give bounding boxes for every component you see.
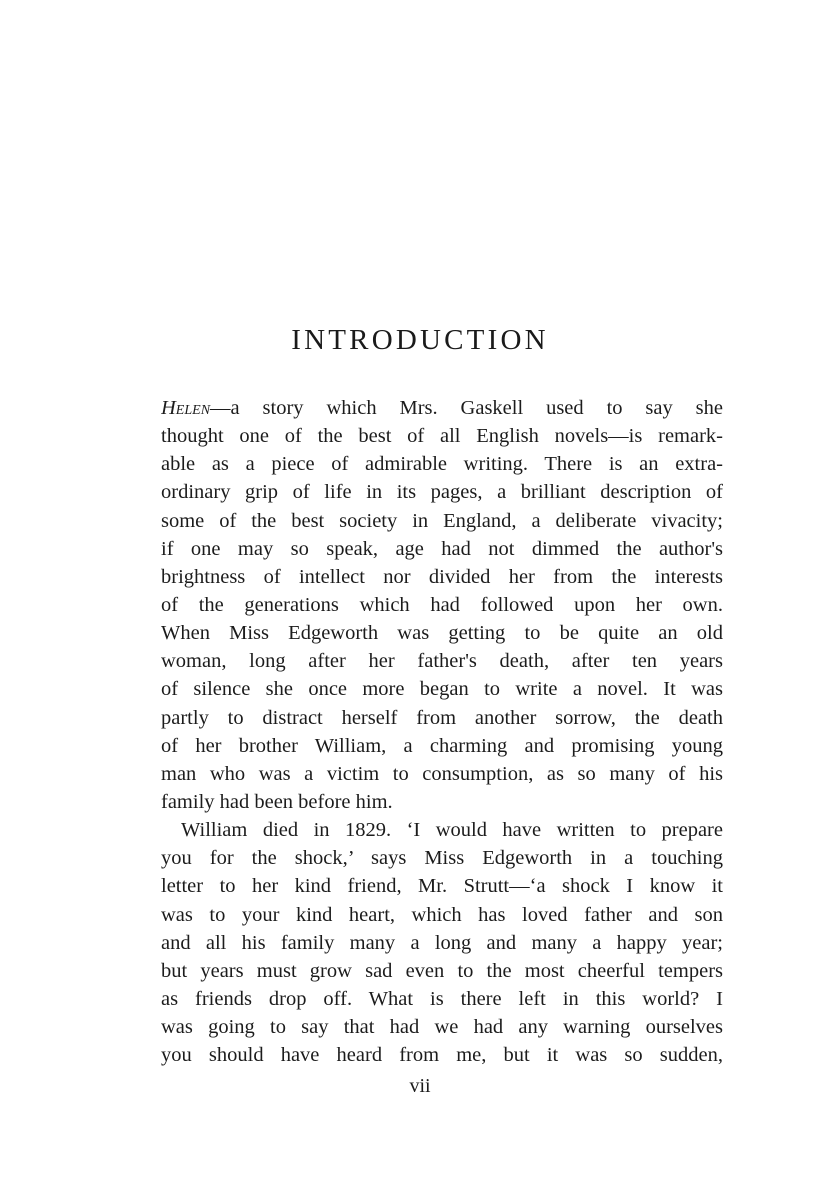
chapter-heading: INTRODUCTION	[291, 324, 549, 356]
text-line: When Miss Edgeworth was getting to be quite an old	[161, 622, 723, 645]
text-line: some of the best society in England, a deliberate vivacity;	[161, 509, 723, 532]
text-line: able as a piece of admirable writing. There is an extra-	[161, 453, 723, 476]
text-line: brightness of intellect nor divided her from the interests	[161, 565, 723, 588]
text-line: partly to distract herself from another sorrow, the death	[161, 706, 723, 729]
text-line: William died in 1829. ‘I would have written to prepare	[181, 819, 723, 842]
text-line: you for the shock,’ says Miss Edgeworth in a touching	[161, 847, 723, 870]
text-line: was going to say that had we had any warning ourselves	[161, 1016, 723, 1039]
text-line: was to your kind heart, which has loved father and son	[161, 903, 723, 926]
text-line: of the generations which had followed upon her own.	[161, 593, 723, 616]
lead-line-rest: —a story which Mrs. Gaskell used to say she	[210, 397, 723, 419]
text-line	[161, 394, 723, 422]
text-line: woman, long after her father's death, after ten years	[161, 650, 723, 673]
text-line: man who was a victim to consumption, as so many of his	[161, 762, 723, 785]
body-text	[161, 394, 723, 1069]
text-line: ordinary grip of life in its pages, a brilliant description of	[161, 481, 723, 504]
text-line: if one may so speak, age had not dimmed the author's	[161, 537, 723, 560]
text-line: of silence she once more began to write a novel. It was	[161, 678, 723, 701]
text-line: and all his family many a long and many a happy year;	[161, 931, 723, 954]
lead-word: Helen	[161, 397, 211, 419]
text-line: family had been before him.	[161, 790, 393, 813]
page-number: vii	[409, 1075, 431, 1097]
text-line: as friends drop off. What is there left in this world? I	[161, 987, 723, 1010]
text-line: letter to her kind friend, Mr. Strutt—‘a shock I know it	[161, 875, 723, 898]
text-line: you should have heard from me, but it was so sudden,	[161, 1044, 723, 1067]
text-line: of her brother William, a charming and promising young	[161, 734, 723, 757]
text-line: but years must grow sad even to the most cheerful tempers	[161, 959, 723, 982]
text-line: thought one of the best of all English novels—is remark-	[161, 425, 723, 448]
